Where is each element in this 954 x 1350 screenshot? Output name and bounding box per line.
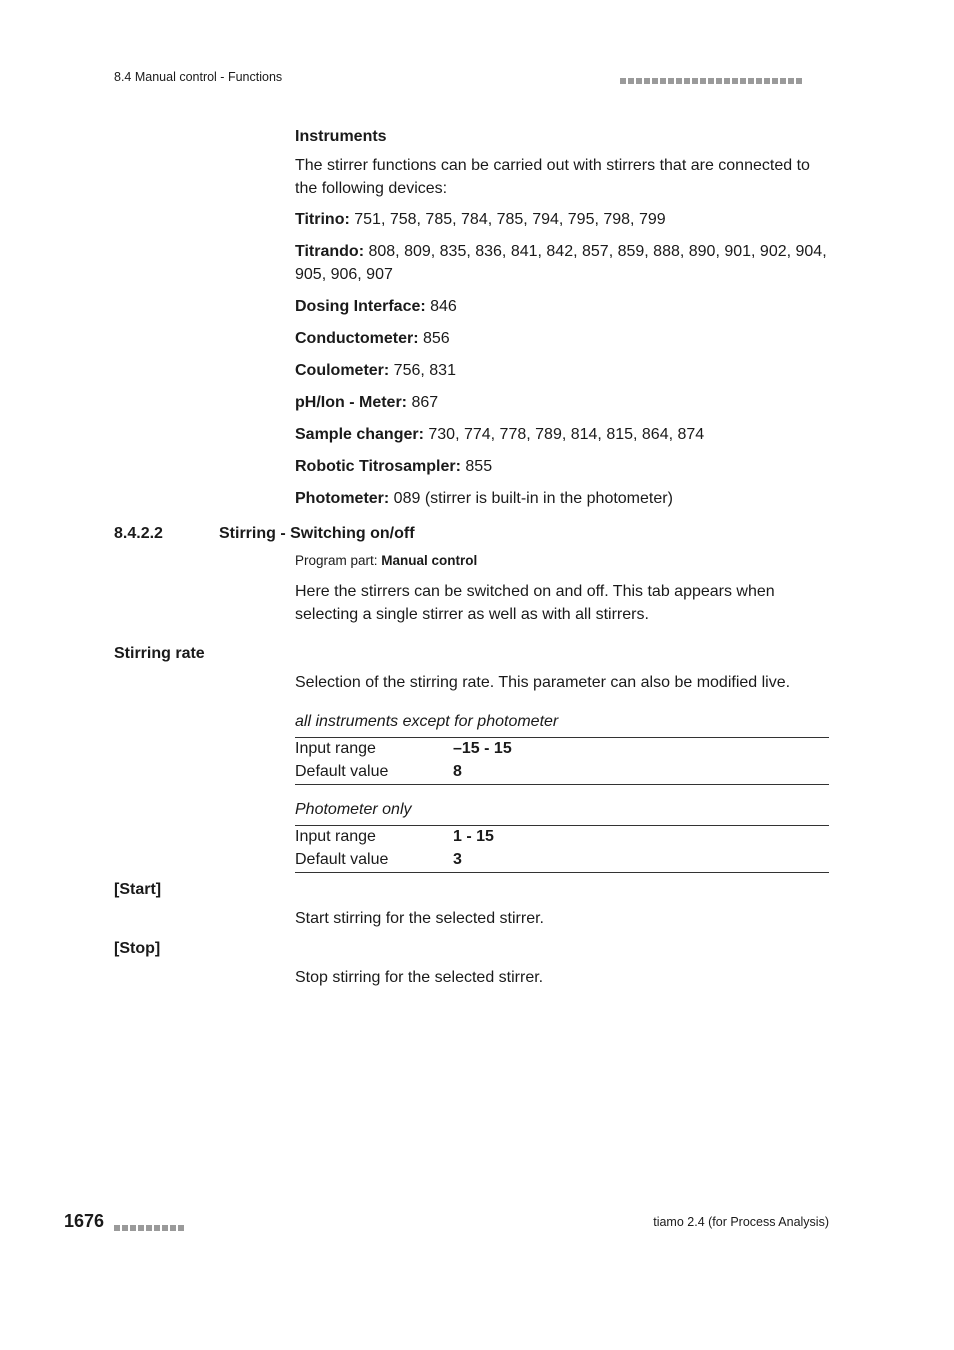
device-value: 856: [418, 330, 450, 347]
page-number: 1676: [64, 1211, 105, 1231]
stirring-rate-description: Selection of the stirring rate. This parameter can also be modified live.: [295, 674, 791, 691]
device-label: pH/Ion - Meter:: [295, 394, 407, 411]
device-value: 756, 831: [389, 362, 456, 379]
row-value: 1 - 15: [453, 828, 494, 845]
dot-square: [692, 78, 698, 84]
table-row: [295, 738, 829, 761]
device-label: Coulometer:: [295, 362, 390, 379]
parameter-table-all-instruments: [295, 737, 829, 785]
dot-square: [122, 1225, 128, 1231]
section-number: 8.4.2.2: [114, 525, 163, 542]
dot-square: [652, 78, 658, 84]
dot-square: [700, 78, 706, 84]
dot-square: [772, 78, 778, 84]
parameter-table-photometer: [295, 825, 829, 873]
table-row: [295, 761, 829, 784]
dot-square: [732, 78, 738, 84]
device-label: Dosing Interface:: [295, 298, 426, 315]
device-value: 751, 758, 785, 784, 785, 794, 795, 798, 799: [349, 211, 666, 228]
row-label: Default value: [295, 851, 389, 868]
device-value: 808, 809, 835, 836, 841, 842, 857, 859, 888, 890, 901, 902, 904, 905, 906, 907: [295, 243, 827, 283]
row-value: 3: [453, 851, 462, 868]
dot-square: [756, 78, 762, 84]
dot-square: [764, 78, 770, 84]
footer-dot-bar: [114, 1218, 186, 1236]
dot-square: [788, 78, 794, 84]
product-name: tiamo 2.4 (for Process Analysis): [653, 1215, 829, 1229]
program-part-label: Program part:: [295, 553, 382, 568]
device-line-photometer: [295, 487, 829, 510]
device-label: Titrando:: [295, 243, 365, 260]
table-title-photometer: Photometer only: [295, 801, 412, 818]
stop-heading: [Stop]: [114, 940, 161, 957]
device-line-titrino: [295, 208, 829, 231]
dot-square: [676, 78, 682, 84]
dot-square: [716, 78, 722, 84]
device-label: Photometer:: [295, 490, 390, 507]
dot-square: [138, 1225, 144, 1231]
dot-square: [114, 1225, 120, 1231]
program-part-value: Manual control: [381, 553, 478, 568]
stirring-rate-heading: Stirring rate: [114, 645, 205, 662]
device-value: 846: [425, 298, 457, 315]
device-line-titrando: [295, 240, 829, 286]
dot-square: [708, 78, 714, 84]
table-row: [295, 826, 829, 849]
dot-square: [178, 1225, 184, 1231]
row-label: Input range: [295, 828, 376, 845]
device-value: 089 (stirrer is built-in in the photometer): [389, 490, 673, 507]
device-value: 867: [407, 394, 439, 411]
device-label: Titrino:: [295, 211, 350, 228]
row-label: Default value: [295, 763, 389, 780]
row-label: Input range: [295, 740, 376, 757]
table-row: [295, 849, 829, 872]
device-line-ph-ion-meter: [295, 391, 829, 414]
start-heading: [Start]: [114, 881, 162, 898]
device-value: 855: [460, 458, 493, 475]
device-label: Sample changer:: [295, 426, 424, 443]
header-dot-bar: [620, 71, 804, 89]
dot-square: [154, 1225, 160, 1231]
stop-description: Stop stirring for the selected stirrer.: [295, 969, 544, 986]
device-label: Conductometer:: [295, 330, 419, 347]
device-value: 730, 774, 778, 789, 814, 815, 864, 874: [423, 426, 705, 443]
dot-square: [170, 1225, 176, 1231]
row-value: 8: [453, 763, 462, 780]
dot-square: [162, 1225, 168, 1231]
dot-square: [644, 78, 650, 84]
dot-square: [684, 78, 690, 84]
dot-square: [130, 1225, 136, 1231]
dot-square: [724, 78, 730, 84]
dot-square: [748, 78, 754, 84]
dot-square: [668, 78, 674, 84]
dot-square: [780, 78, 786, 84]
running-header-section: 8.4 Manual control - Functions: [114, 70, 283, 84]
instruments-intro: The stirrer functions can be carried out with stirrers that are connected to the following devices:: [295, 157, 810, 197]
dot-square: [636, 78, 642, 84]
device-line-dosing-interface: [295, 295, 829, 318]
dot-square: [660, 78, 666, 84]
section-title: Stirring - Switching on/off: [219, 525, 415, 542]
dot-square: [796, 78, 802, 84]
device-line-coulometer: [295, 359, 829, 382]
dot-square: [740, 78, 746, 84]
dot-square: [146, 1225, 152, 1231]
dot-square: [628, 78, 634, 84]
dot-square: [620, 78, 626, 84]
device-line-robotic-titrosampler: [295, 455, 829, 478]
device-line-sample-changer: [295, 423, 829, 446]
device-label: Robotic Titrosampler:: [295, 458, 461, 475]
program-part: [295, 553, 477, 568]
row-value: –15 - 15: [453, 740, 512, 757]
instruments-heading: Instruments: [295, 128, 387, 145]
section-intro: Here the stirrers can be switched on and off. This tab appears when selecting a single stirrer as well as with all stirrers.: [295, 583, 775, 623]
device-line-conductometer: [295, 327, 829, 350]
start-description: Start stirring for the selected stirrer.: [295, 910, 544, 927]
table-title-all-instruments: all instruments except for photometer: [295, 713, 559, 730]
